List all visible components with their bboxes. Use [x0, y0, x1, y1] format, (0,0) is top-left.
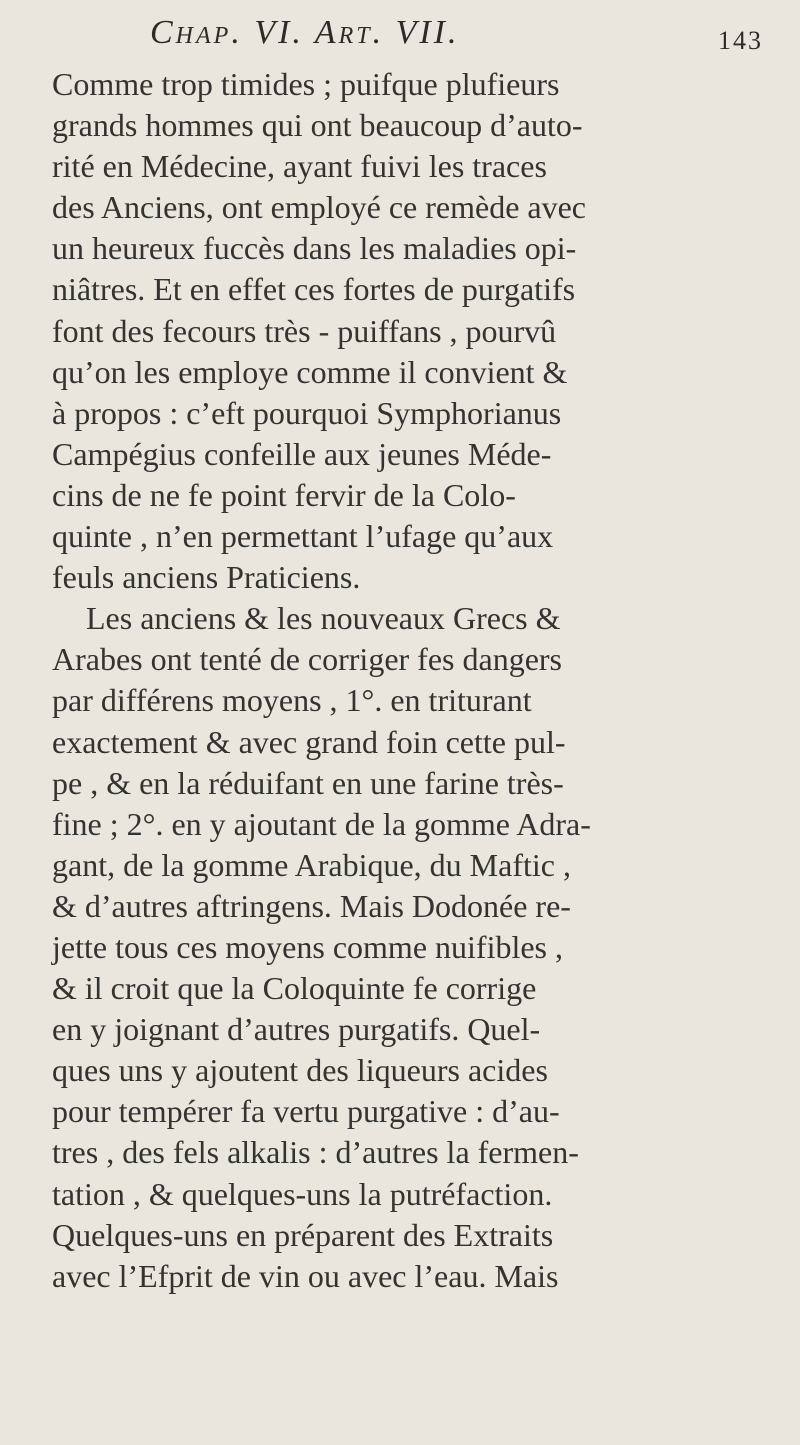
text-line: jette tous ces moyens comme nuifibles , [52, 928, 563, 965]
text-line: pe , & en la réduifant en une farine très- [52, 764, 564, 801]
text-line: en y joignant d’autres purgatifs. Quel- [52, 1011, 541, 1048]
paragraph-start-line: Les anciens & les nouveaux Grecs & [86, 600, 561, 637]
text-line: quinte , n’en permettant l’ufage qu’aux [52, 518, 554, 555]
text-line: Comme trop timides ; puifque plufieurs [52, 66, 560, 102]
text-line: rité en Médecine, ayant fuivi les traces [52, 148, 547, 185]
text-line: Campégius confeille aux jeunes Méde- [52, 435, 552, 472]
running-head: Chap. VI. Art. VII. [150, 14, 460, 51]
text-line: tres , des fels alkalis : d’autres la fermen- [52, 1134, 579, 1171]
text-line: Arabes ont tenté de corriger fes dangers [52, 641, 562, 678]
page-header [150, 14, 790, 70]
text-line: font des fecours très - puiffans , pourvû [52, 312, 557, 349]
text-line: & il croit que la Coloquinte fe corrige [52, 970, 537, 1007]
text-line: feuls anciens Praticiens. [52, 559, 361, 596]
text-line: qu’on les employe comme il convient & [52, 353, 568, 390]
text-line: cins de ne fe point fervir de la Colo- [52, 476, 516, 513]
text-line: fine ; 2°. en y ajoutant de la gomme Adra- [52, 805, 591, 842]
text-line: exactement & avec grand foin cette pul- [52, 723, 566, 760]
text-line: des Anciens, ont employé ce remède avec [52, 189, 586, 226]
text-line: niâtres. Et en effet ces fortes de purgatifs [52, 271, 576, 308]
page-number: 143 [718, 26, 763, 55]
text-line: avec l’Efprit de vin ou avec l’eau. Mais [52, 1257, 559, 1294]
text-line: ques uns y ajoutent des liqueurs acides [52, 1052, 548, 1089]
text-line: un heureux fuccès dans les maladies opi- [52, 230, 577, 267]
text-line: & d’autres aftringens. Mais Dodonée re- [52, 887, 571, 924]
text-line: pour tempérer fa vertu purgative : d’au- [52, 1093, 560, 1130]
text-line: grands hommes qui ont beaucoup d’auto- [52, 107, 583, 144]
text-line: gant, de la gomme Arabique, du Maftic , [52, 846, 571, 883]
text-line: Quelques-uns en préparent des Extraits [52, 1216, 554, 1253]
text-line: tation , & quelques-uns la putréfaction. [52, 1175, 553, 1212]
body-text [52, 64, 772, 1297]
text-line: par différens moyens , 1°. en triturant [52, 682, 532, 719]
text-line: à propos : c’eft pourquoi Symphorianus [52, 394, 562, 431]
